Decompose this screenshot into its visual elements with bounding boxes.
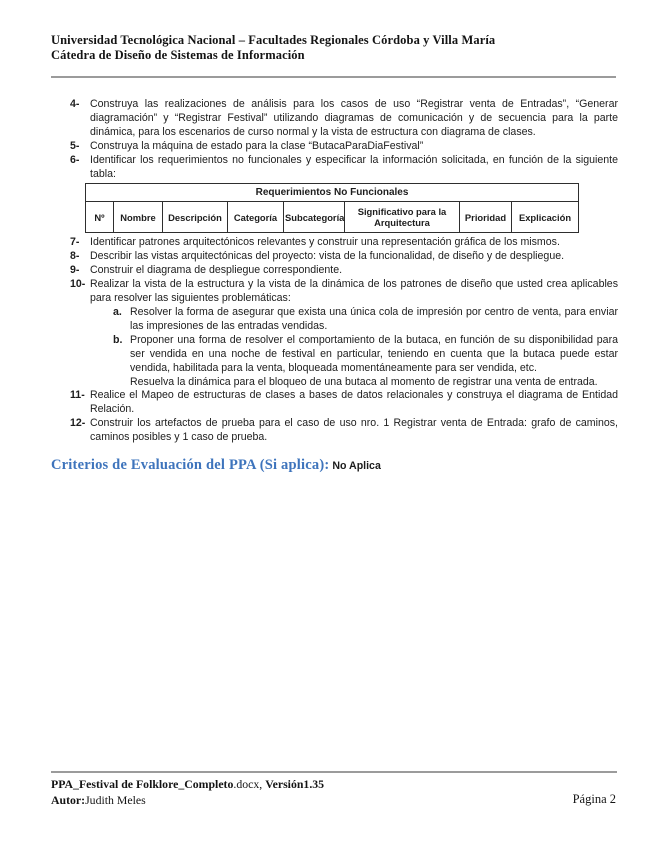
- list-item-5: [51, 140, 618, 154]
- list-item-number: 7-: [70, 236, 80, 249]
- list-item-text: Construya las realizaciones de análisis para los casos de uso “Registrar venta de Entradas”, “Generar diagramación” y “Registrar Festival” utilizando diagramas de comunicación y de secuencia para la parte dinámica, para los escenarios de curso normal y la vista de estructura con diagrama de clases.: [90, 98, 618, 138]
- list-item-7: [51, 236, 618, 250]
- list-item-text: Realizar la vista de la estructura y la vista de la dinámica de los patrones de diseño que usted crea aplicables para resolver las siguientes problemáticas:: [90, 278, 618, 305]
- rnf-table: [85, 183, 579, 233]
- footer-doc-extension: .docx,: [233, 777, 263, 791]
- header-catedra-line: Cátedra de Diseño de Sistemas de Información: [51, 47, 305, 62]
- document-footer: [51, 777, 531, 808]
- list-item-text: Construir el diagrama de despliegue correspondiente.: [90, 264, 343, 277]
- document-header: [51, 33, 611, 62]
- page-number: Página 2: [572, 792, 616, 806]
- list-item-11: [51, 389, 618, 417]
- criteria-section: [51, 459, 618, 474]
- sublist-item-b: [51, 334, 618, 376]
- list-item-text: Identificar los requerimientos no funcionales y especificar la información solicitada, en función de la siguiente tabla:: [90, 153, 618, 180]
- list-item-12: [51, 417, 618, 445]
- list-item-text: Construir los artefactos de prueba para el caso de uso nro. 1 Registrar venta de Entrada: grafo de caminos, caminos posibles y 1 caso de prueba.: [90, 417, 618, 444]
- list-item-8: [51, 250, 618, 264]
- list-item-text: Identificar patrones arquitectónicos relevantes y construir una representación gráfica de los mismos.: [90, 236, 560, 249]
- list-item-number: 8-: [70, 250, 80, 263]
- list-item-text: Construya la máquina de estado para la clase “ButacaParaDiaFestival”: [90, 139, 424, 152]
- footer-doc-line: [51, 777, 531, 793]
- sublist-text: Proponer una forma de resolver el comportamiento de la butaca, en función de su disponibilidad para ser vendida en una noche de festival en particular, teniendo en cuenta que la butaca puede estar vendida, habilitada para la venta, bloqueada momentáneamente para ser vendida, etc.: [130, 333, 618, 374]
- sublist-item-a: [51, 306, 618, 334]
- document-body: [51, 98, 618, 474]
- criteria-value: No Aplica: [332, 460, 381, 473]
- header-divider: [51, 76, 616, 78]
- footer-doc-title: PPA_Festival de Folklore_Completo: [51, 777, 234, 791]
- column-header-nombre: Nombre: [114, 202, 163, 233]
- table-header-row: [86, 202, 579, 233]
- list-item-number: 5-: [70, 139, 80, 152]
- table-title: Requerimientos No Funcionales: [86, 184, 579, 202]
- list-item-number: 12-: [70, 417, 86, 430]
- column-header-categoria: Categoría: [228, 202, 284, 233]
- column-header-numero: Nº: [86, 202, 114, 233]
- footer-author-label: Autor:: [51, 792, 86, 807]
- footer-divider: [51, 771, 617, 773]
- header-university-line: Universidad Tecnológica Nacional – Facultades Regionales Córdoba y Villa María: [51, 33, 496, 47]
- column-header-subcategoria: Subcategoría: [284, 202, 345, 233]
- sublist-item-b-continuation: [51, 376, 618, 390]
- footer-author-line: [51, 793, 531, 809]
- column-header-significativo: Significativo para la Arquitectura: [345, 202, 460, 233]
- sublist-letter: a.: [113, 305, 122, 318]
- column-header-descripcion: Descripción: [163, 202, 228, 233]
- list-item-text: Realice el Mapeo de estructuras de clases a bases de datos relacionales y construya el diagrama de Entidad Relación.: [90, 389, 618, 416]
- sublist-text: Resuelva la dinámica para el bloqueo de una butaca al momento de registrar una venta de entrada.: [130, 375, 598, 388]
- footer-version: Versión1.35: [265, 777, 325, 791]
- list-item-text: Describir las vistas arquitectónicas del proyecto: vista de la funcionalidad, de diseño y de despliegue.: [90, 250, 565, 263]
- list-item-number: 11-: [70, 389, 85, 402]
- sublist-letter: b.: [113, 333, 123, 346]
- list-item-6: [51, 154, 618, 182]
- sublist-letter-spacer: [113, 376, 130, 390]
- footer-author-name: Judith Meles: [85, 792, 146, 807]
- list-item-10: [51, 278, 618, 306]
- list-item-number: 4-: [70, 98, 80, 110]
- column-header-prioridad: Prioridad: [460, 202, 512, 233]
- list-item-9: [51, 264, 618, 278]
- table-title-row: [86, 184, 579, 202]
- sublist-text: Resolver la forma de asegurar que exista una única cola de impresión por centro de venta, para enviar las impresiones de las entradas vendidas.: [130, 305, 618, 332]
- criteria-heading: Criterios de Evaluación del PPA (Si aplica):: [51, 457, 330, 474]
- list-item-4: [51, 98, 618, 140]
- list-item-number: 10-: [70, 278, 86, 291]
- list-item-number: 6-: [70, 153, 80, 166]
- list-item-number: 9-: [70, 264, 80, 277]
- column-header-explicacion: Explicación: [512, 202, 579, 233]
